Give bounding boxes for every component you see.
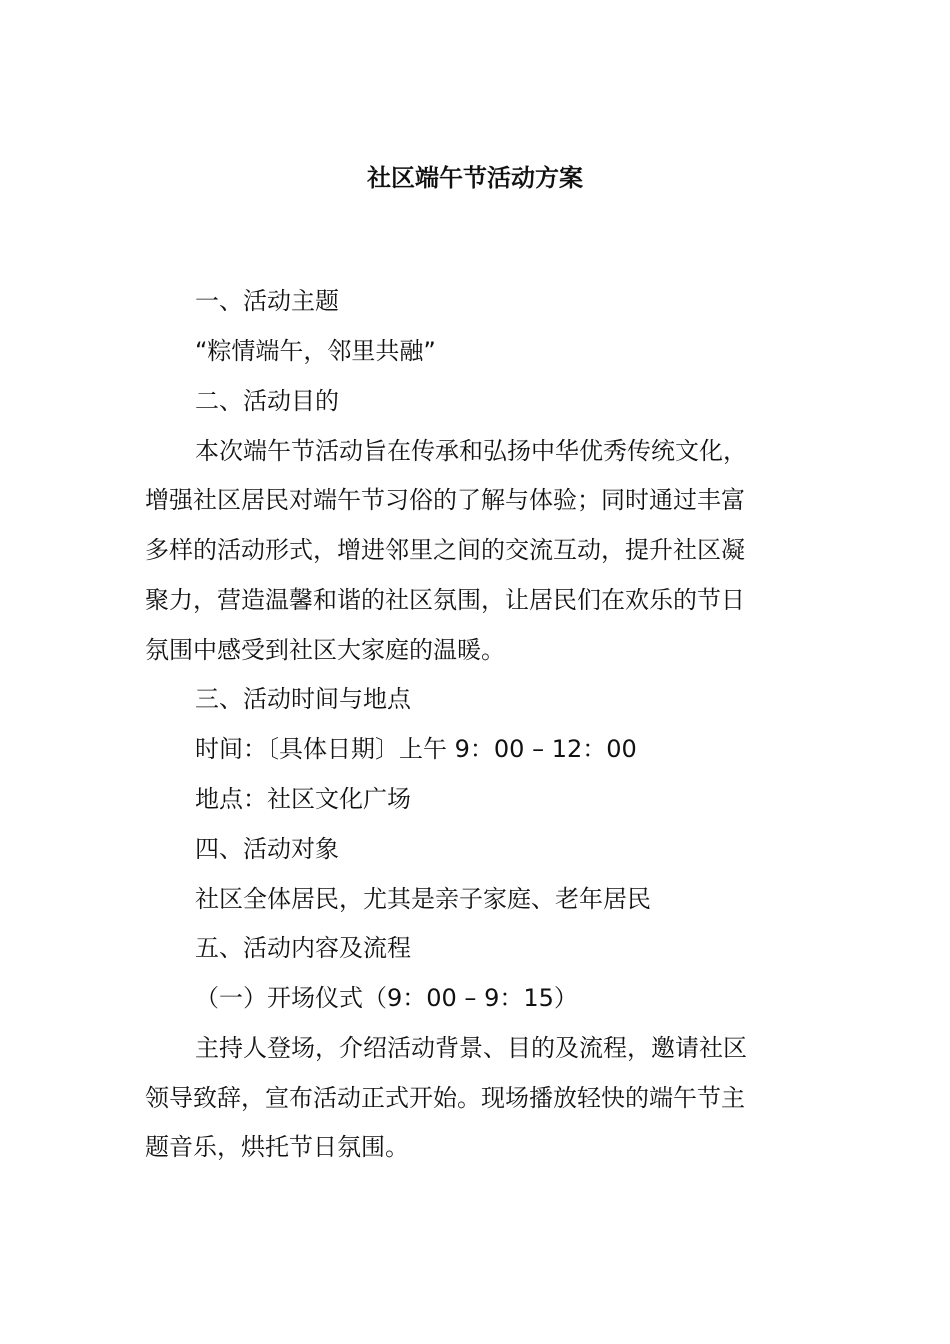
- purpose-line-5: 氛围中感受到社区大家庭的温暖。: [145, 636, 505, 664]
- theme-text: “粽情端午，邻里共融”: [195, 337, 436, 365]
- place-text: 地点：社区文化广场: [195, 785, 411, 813]
- section-heading-time-place: 三、活动时间与地点: [195, 685, 411, 713]
- opening-line-3: 题音乐，烘托节日氛围。: [145, 1133, 409, 1161]
- purpose-line-4: 聚力，营造温馨和谐的社区氛围，让居民们在欢乐的节日: [145, 586, 745, 614]
- document-title: 社区端午节活动方案: [367, 164, 583, 192]
- audience-text: 社区全体居民，尤其是亲子家庭、老年居民: [195, 885, 651, 913]
- time-text: 时间：〔具体日期〕上午 9：00 – 12：00: [195, 735, 637, 763]
- opening-line-1: 主持人登场，介绍活动背景、目的及流程，邀请社区: [195, 1034, 747, 1062]
- purpose-line-1: 本次端午节活动旨在传承和弘扬中华优秀传统文化，: [195, 437, 747, 465]
- section-heading-audience: 四、活动对象: [195, 835, 339, 863]
- section-heading-purpose: 二、活动目的: [195, 387, 339, 415]
- section-heading-content: 五、活动内容及流程: [195, 934, 411, 962]
- purpose-line-2: 增强社区居民对端午节习俗的了解与体验；同时通过丰富: [145, 486, 745, 514]
- section-heading-theme: 一、活动主题: [195, 287, 339, 315]
- subsection-heading-opening: （一）开场仪式（9：00 – 9：15）: [195, 984, 578, 1012]
- opening-line-2: 领导致辞，宣布活动正式开始。现场播放轻快的端午节主: [145, 1084, 745, 1112]
- purpose-line-3: 多样的活动形式，增进邻里之间的交流互动，提升社区凝: [145, 536, 745, 564]
